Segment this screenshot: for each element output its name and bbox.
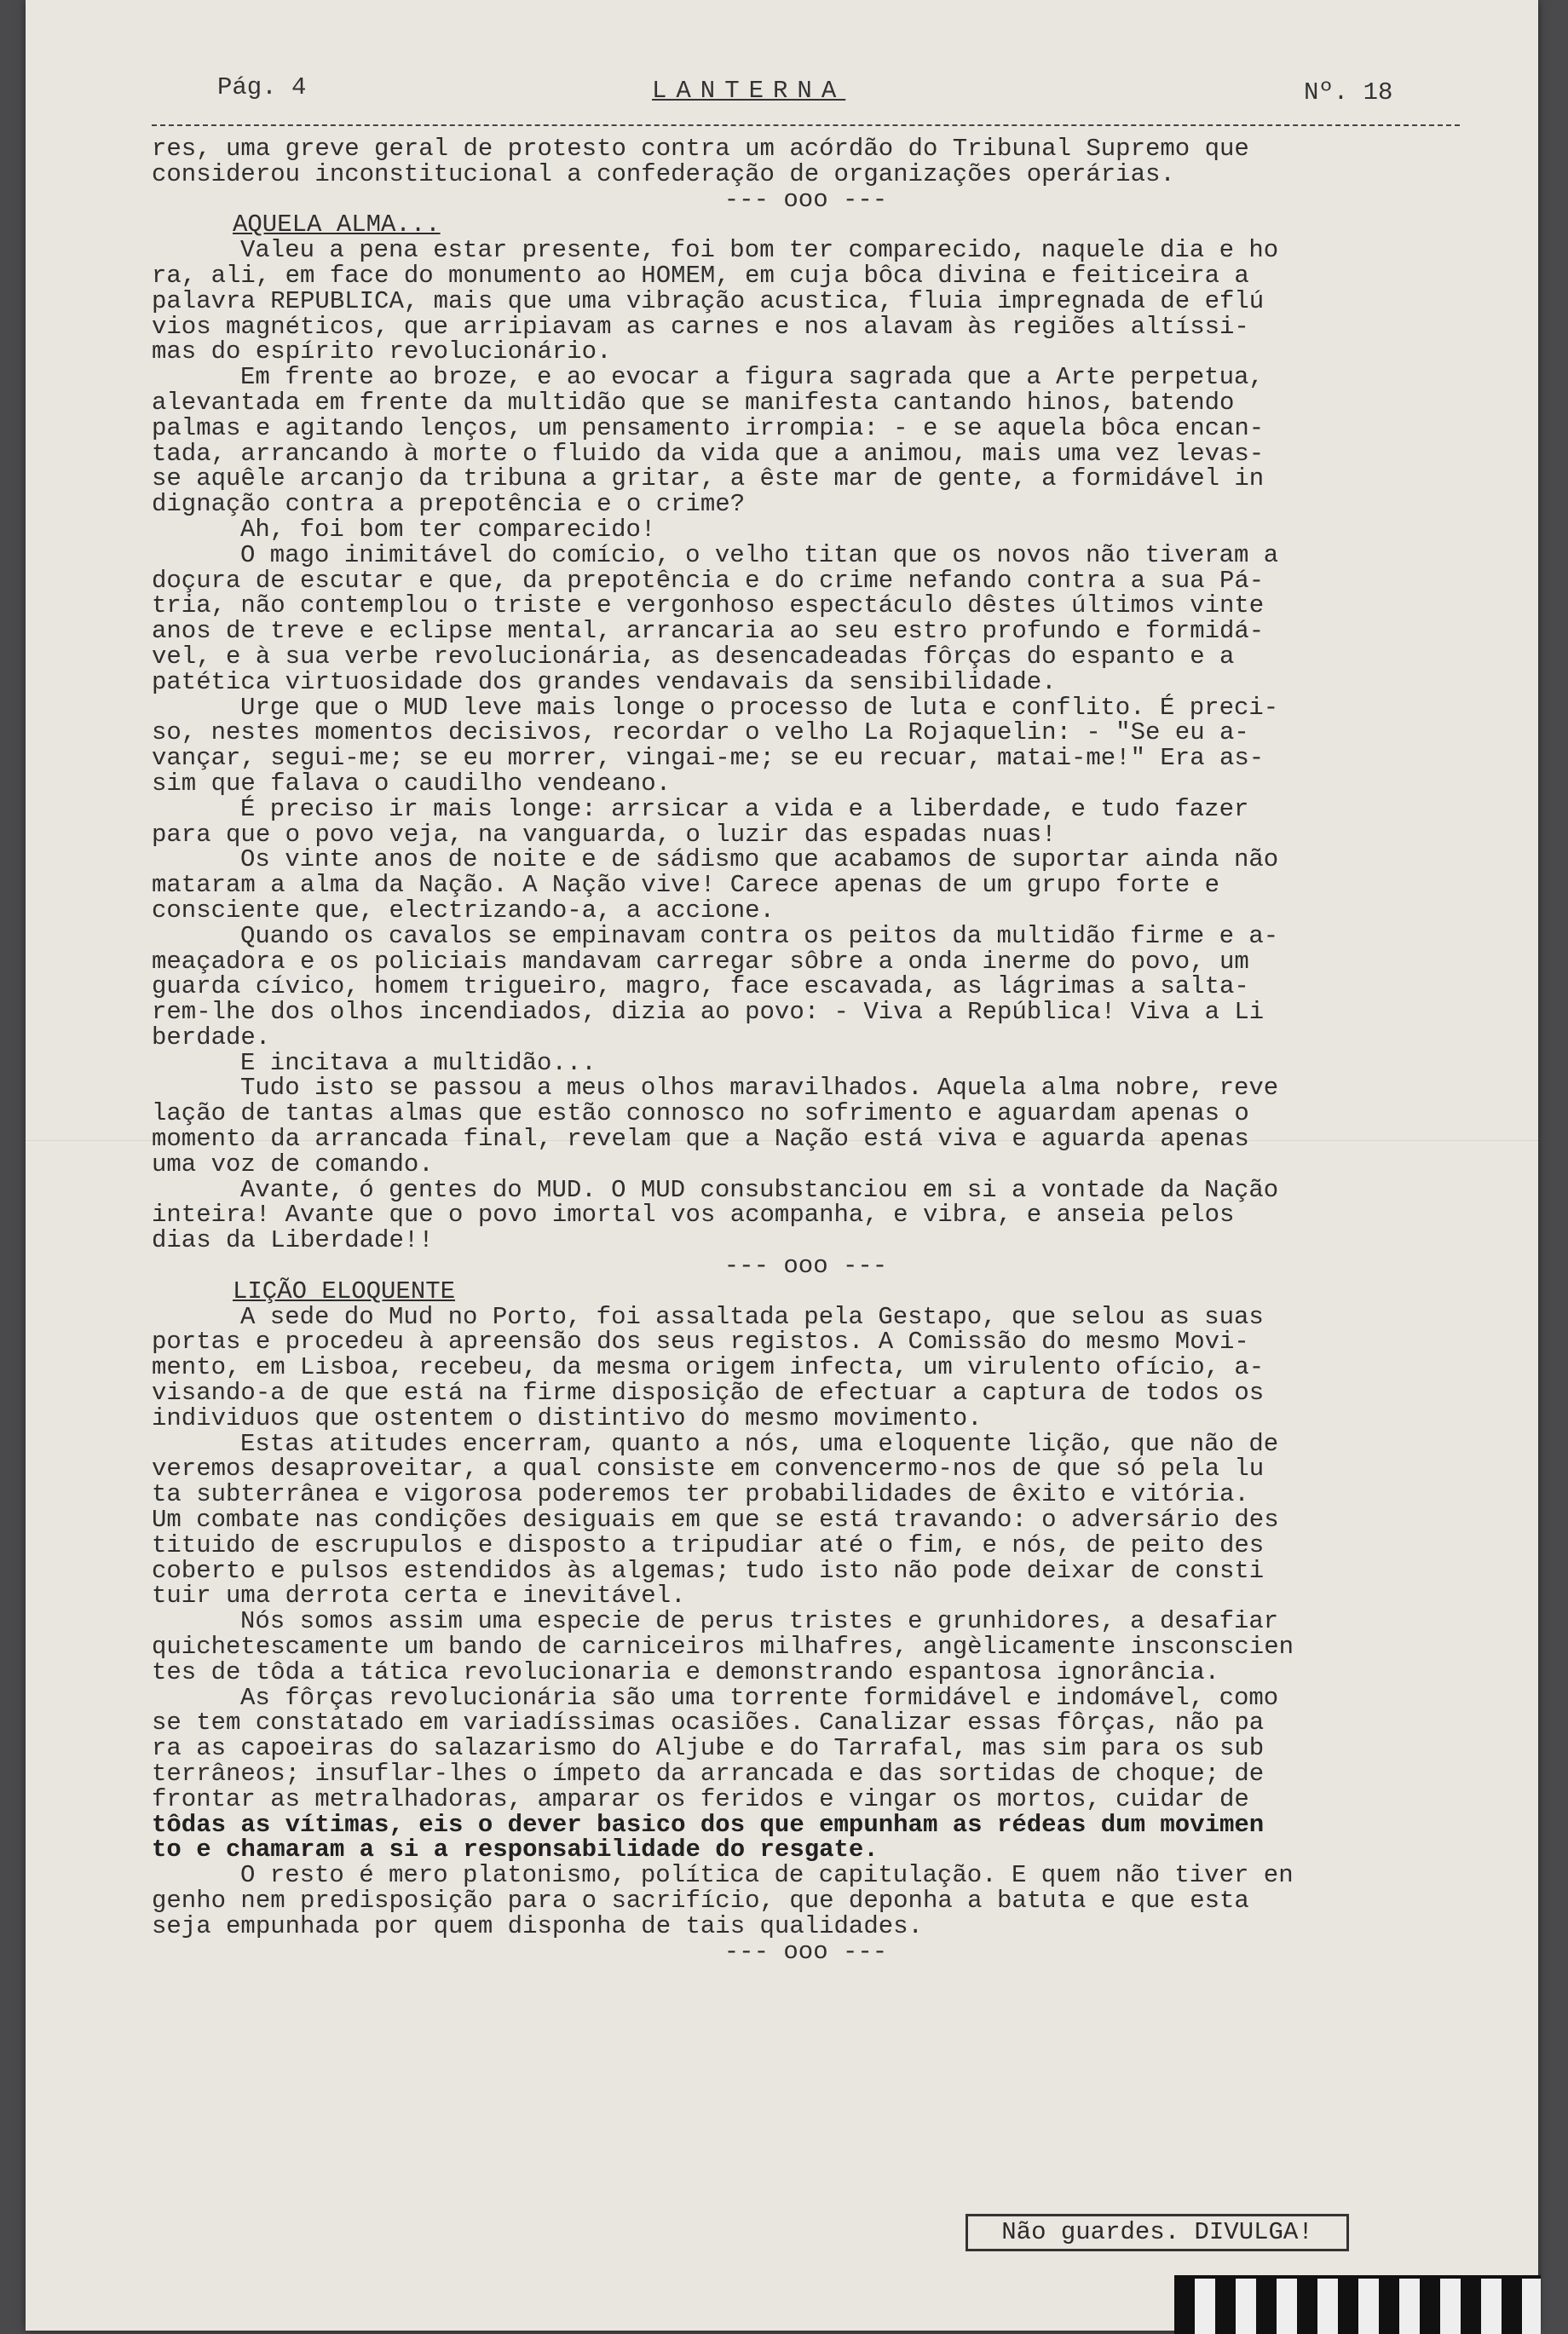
- text-line: Quando os cavalos se empinavam contra os peitos da multidão firme e a-: [240, 921, 1279, 950]
- text-line: dias da Liberdade!!: [152, 1226, 434, 1255]
- intro-text: [152, 136, 1460, 187]
- text-line: seja empunhada por quem disponha de tais qualidades.: [152, 1911, 923, 1940]
- text-line: se tem constatado em variadíssimas ocasiões. Canalizar essas fôrças, não pa: [152, 1709, 1265, 1738]
- text-line: visando-a de que está na firme disposição de efectuar a captura de todos os: [152, 1379, 1265, 1408]
- text-line: O resto é mero platonismo, política de capitulação. E quem não tiver en: [240, 1861, 1294, 1890]
- text-line: quichetescamente um bando de carniceiros milhafres, angèlicamente insconscien: [152, 1633, 1294, 1662]
- text-line: Tudo isto se passou a meus olhos maravilhados. Aquela alma nobre, reve: [240, 1074, 1279, 1103]
- text-line: ta subterrânea e vigorosa poderemos ter probabilidades de êxito e vitória.: [152, 1480, 1249, 1509]
- text-line: uma voz de comando.: [152, 1150, 434, 1179]
- text-line: vios magnéticos, que arripiavam as carnes e nos alavam às regiões altíssi-: [152, 312, 1249, 341]
- text-line: tuir uma derrota certa e inevitável.: [152, 1582, 686, 1611]
- section-title: LIÇÃO ELOQUENTE: [233, 1276, 456, 1305]
- text-line: Estas atitudes encerram, quanto a nós, uma eloquente lição, que não de: [240, 1429, 1279, 1458]
- text-line: Urge que o MUD leve mais longe o processo de luta e conflito. É preci-: [240, 693, 1279, 722]
- text-line: Um combate nas condições desiguais em que se está travando: o adversário des: [152, 1506, 1279, 1535]
- text-line: tituido de escrupulos e disposto a tripudiar até o fim, e nós, de peito des: [152, 1530, 1265, 1559]
- divulga-notice: Não guardes. DIVULGA!: [966, 2214, 1349, 2251]
- scale-ruler: [1174, 2275, 1541, 2334]
- text-line: consciente que, electrizando-a, a accione.: [152, 896, 775, 925]
- text-line: res, uma greve geral de protesto contra um acórdão do Tribunal Supremo que: [152, 135, 1249, 163]
- text-line: berdade.: [152, 1023, 271, 1052]
- text-line: momento da arrancada final, revelam que a Nação está viva e aguarda apenas: [152, 1125, 1249, 1154]
- text-line: meaçadora e os policiais mandavam carregar sôbre a onda inerme do povo, um: [152, 947, 1249, 976]
- text-line: se aquêle arcanjo da tribuna a gritar, a êste mar de gente, a formidável in: [152, 464, 1265, 493]
- separator: --- ooo ---: [723, 1252, 888, 1281]
- text-line: Em frente ao broze, e ao evocar a figura sagrada que a Arte perpetua,: [240, 363, 1264, 392]
- text-line: palmas e agitando lenços, um pensamento irrompia: - e se aquela bôca encan-: [152, 413, 1265, 442]
- text-line: doçura de escutar e que, da prepotência e do crime nefando contra a sua Pá-: [152, 566, 1265, 595]
- text-line: anos de treve e eclipse mental, arrancaria ao seu estro profundo e formidá-: [152, 617, 1265, 646]
- text-line: coberto e pulsos estendidos às algemas; tudo isto não pode deixar de consti: [152, 1556, 1265, 1585]
- text-line: Ah, foi bom ter comparecido!: [240, 515, 656, 544]
- text-line: É preciso ir mais longe: arrsicar a vida e a liberdade, e tudo fazer: [240, 794, 1249, 823]
- text-line: guarda cívico, homem trigueiro, magro, face escavada, as lágrimas a salta-: [152, 972, 1249, 1001]
- text-line: patética virtuosidade dos grandes vendavais da sensibilidade.: [152, 667, 1057, 696]
- bold-passage: [152, 1812, 1460, 1864]
- text-line: O mago inimitável do comício, o velho titan que os novos não tiveram a: [240, 540, 1279, 569]
- text-line: mataram a alma da Nação. A Nação vive! Carece apenas de um grupo forte e: [152, 871, 1220, 900]
- text-line: alevantada em frente da multidão que se manifesta cantando hinos, batendo: [152, 388, 1235, 417]
- text-line: ra, ali, em face do monumento ao HOMEM, em cuja bôca divina e feiticeira a: [152, 261, 1249, 290]
- text-line: vançar, segui-me; se eu morrer, vingai-me; se eu recuar, matai-me!" Era as-: [152, 744, 1265, 773]
- text-line: Os vinte anos de noite e de sádismo que acabamos de suportar ainda não: [240, 845, 1279, 874]
- text-line: tes de tôda a tática revolucionaria e demonstrando espantosa ignorância.: [152, 1657, 1220, 1686]
- page-number: Pág. 4: [217, 73, 307, 101]
- text-line: tada, arrancando à morte o fluido da vida que a animou, mais uma vez levas-: [152, 439, 1265, 468]
- text-line: palavra REPUBLICA, mais que uma vibração acustica, fluia impregnada de eflú: [152, 286, 1265, 315]
- section-licao-eloquente: [152, 1302, 1460, 1813]
- text-line: vel, e à sua verbe revolucionária, as desencadeadas fôrças do espanto e a: [152, 642, 1235, 671]
- text-line: veremos desaproveitar, a qual consiste em convencermo-nos de que só pela lu: [152, 1455, 1265, 1484]
- page-header: [26, 66, 1538, 109]
- text-line: A sede do Mud no Porto, foi assaltada pela Gestapo, que selou as suas: [240, 1302, 1264, 1331]
- text-line: mento, em Lisboa, recebeu, da mesma origem infecta, um virulento ofício, a-: [152, 1353, 1265, 1382]
- text-line: Valeu a pena estar presente, foi bom ter comparecido, naquele dia e ho: [240, 236, 1279, 265]
- text-line: inteira! Avante que o povo imortal vos acompanha, e vibra, e anseia pelos: [152, 1201, 1235, 1230]
- text-line: genho nem predisposição para o sacrifício, que deponha a batuta e que esta: [152, 1886, 1249, 1915]
- text-line: lação de tantas almas que estão connosco no sofrimento e aguardam apenas o: [152, 1099, 1249, 1128]
- newspaper-title: LANTERNA: [652, 77, 846, 105]
- text-line: E incitava a multidão...: [240, 1048, 597, 1077]
- text-line: so, nestes momentos decisivos, recordar o velho La Rojaquelin: - "Se eu a-: [152, 718, 1249, 747]
- text-line: ra as capoeiras do salazarismo do Aljube e do Tarrafal, mas sim para os sub: [152, 1734, 1265, 1763]
- text-line: individuos que ostentem o distintivo do mesmo movimento.: [152, 1403, 983, 1432]
- section-title: AQUELA ALMA...: [233, 210, 441, 239]
- text-line: Nós somos assim uma especie de perus tristes e grunhidores, a desafiar: [240, 1607, 1279, 1636]
- separator: --- ooo ---: [723, 1937, 888, 1966]
- text-line: Avante, ó gentes do MUD. O MUD consubstanciou em si a vontade da Nação: [240, 1175, 1279, 1204]
- closing-paragraph: [152, 1863, 1460, 1939]
- text-line: sim que falava o caudilho vendeano.: [152, 769, 672, 798]
- text-line: tria, não contemplou o triste e vergonhoso espectáculo dêstes últimos vinte: [152, 591, 1265, 620]
- article-body: [152, 136, 1460, 1964]
- text-line: portas e procedeu à apreensão dos seus registos. A Comissão do mesmo Movi-: [152, 1328, 1249, 1357]
- text-line: to e chamaram a si a responsabilidade do resgate.: [152, 1836, 879, 1864]
- text-line: As fôrças revolucionária são uma torrente formidável e indomável, como: [240, 1683, 1279, 1712]
- text-line: rem-lhe dos olhos incendiados, dizia ao povo: - Viva a República! Viva a Li: [152, 998, 1265, 1027]
- text-line: dignação contra a prepotência e o crime?: [152, 490, 746, 519]
- separator: --- ooo ---: [723, 185, 888, 214]
- text-line: frontar as metralhadoras, amparar os feridos e vingar os mortos, cuidar de: [152, 1784, 1249, 1813]
- text-line: considerou inconstitucional a confederação de organizações operárias.: [152, 159, 1175, 188]
- header-rule: [152, 124, 1460, 126]
- text-line: para que o povo veja, na vanguarda, o luzir das espadas nuas!: [152, 820, 1057, 849]
- issue-number: Nº. 18: [1304, 78, 1393, 107]
- section-aquela-alma: [152, 238, 1460, 1253]
- text-line: terrâneos; insuflar-lhes o ímpeto da arrancada e das sortidas de choque; de: [152, 1760, 1265, 1788]
- document-page: [26, 0, 1538, 2331]
- text-line: mas do espírito revolucionário.: [152, 337, 612, 366]
- text-line: tôdas as vítimas, eis o dever basico dos que empunham as rédeas dum movimen: [152, 1810, 1265, 1839]
